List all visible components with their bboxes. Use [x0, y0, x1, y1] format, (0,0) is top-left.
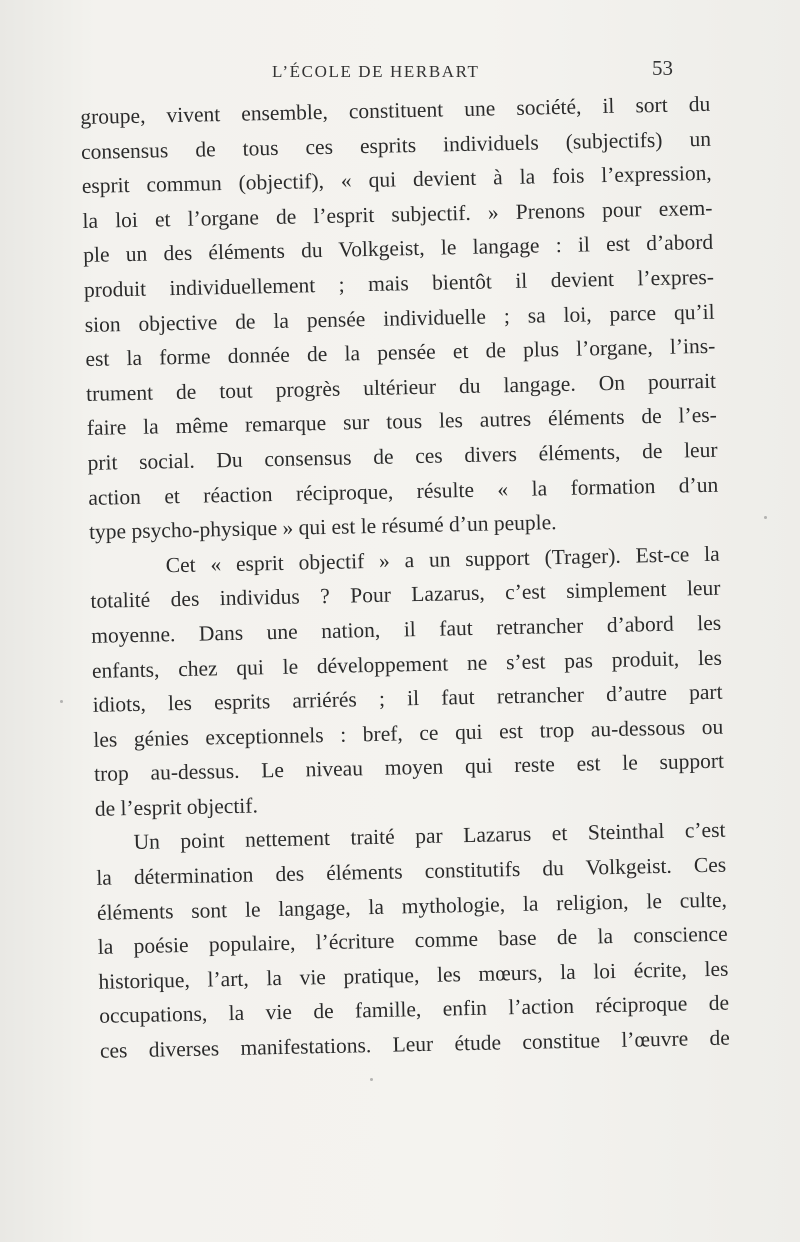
text-line: prit social. Du consensus de ces divers éléments, de leur	[87, 437, 718, 475]
paragraph-1	[80, 87, 719, 550]
text-line: idiots, les esprits arriérés ; il faut retrancher d’autre part	[92, 679, 723, 717]
page-number: 53	[652, 56, 673, 80]
text-line: sion objective de la pensée individuelle ; sa loi, parce qu’il	[84, 299, 715, 337]
paper-speck	[60, 700, 63, 703]
text-line: la loi et l’organe de l’esprit subjectif. » Prenons pour exem-	[82, 195, 713, 233]
text-line: occupations, la vie de famille, enfin l’action réciproque de	[98, 991, 730, 1029]
paragraph-2	[89, 536, 725, 826]
text-line: esprit commun (objectif), « qui devient à la fois l’expression,	[81, 160, 712, 199]
text-line: action et réaction réciproque, résulte « la formation d’un	[88, 472, 719, 510]
text-line: de l’esprit objectif.	[94, 793, 259, 821]
text-line: Un point nettement traité par Lazarus et Steinthal c’est	[133, 818, 726, 855]
text-line: éléments sont le langage, la mythologie, la religion, le culte,	[96, 887, 728, 925]
text-line: type psycho-physique » qui est le résumé d’un peuple.	[88, 510, 557, 545]
text-line: les génies exceptionnels : bref, ce qui est trop au-dessous ou	[93, 714, 724, 752]
text-line: est la forme donnée de la pensée et de plus l’organe, l’ins-	[85, 333, 716, 372]
paper-speck	[764, 516, 767, 519]
text-line: la détermination des éléments constitutifs du Volkgeist. Ces	[96, 852, 727, 890]
text-line: produit individuellement ; mais bientôt il devient l’expres-	[83, 264, 715, 302]
text-line: moyenne. Dans une nation, il faut retrancher d’abord les	[90, 610, 722, 648]
text-line: la poésie populaire, l’écriture comme base de la conscience	[97, 921, 728, 960]
text-line: consensus de tous ces esprits individuels (subjectifs) un	[80, 126, 712, 164]
text-line: trument de tout progrès ultérieur du langage. On pourrait	[85, 368, 717, 406]
running-title: L’ÉCOLE DE HERBART	[272, 62, 480, 81]
body-text	[80, 87, 730, 1069]
text-line: enfants, chez qui le développement ne s’est pas produit, les	[91, 645, 723, 683]
text-line: groupe, vivent ensemble, constituent une société, il sort du	[80, 91, 711, 129]
text-line: trop au-dessus. Le niveau moyen qui reste est le support	[93, 748, 725, 787]
paper-speck	[370, 1078, 373, 1081]
text-line: faire la même remarque sur tous les autres éléments de l’es-	[86, 403, 717, 441]
text-line: ces diverses manifestations. Leur étude constitue l’œuvre de	[99, 1025, 731, 1063]
text-line: totalité des individus ? Pour Lazarus, c’est simplement leur	[90, 576, 721, 614]
paragraph-3	[95, 813, 730, 1068]
text-line: ple un des éléments du Volkgeist, le langage : il est d’abord	[83, 230, 714, 268]
text-line: historique, l’art, la vie pratique, les mœurs, la loi écrite, les	[98, 956, 729, 994]
text-line: Cet « esprit objectif » a un support (Trager). Est-ce la	[165, 541, 720, 578]
page-header	[0, 56, 800, 86]
